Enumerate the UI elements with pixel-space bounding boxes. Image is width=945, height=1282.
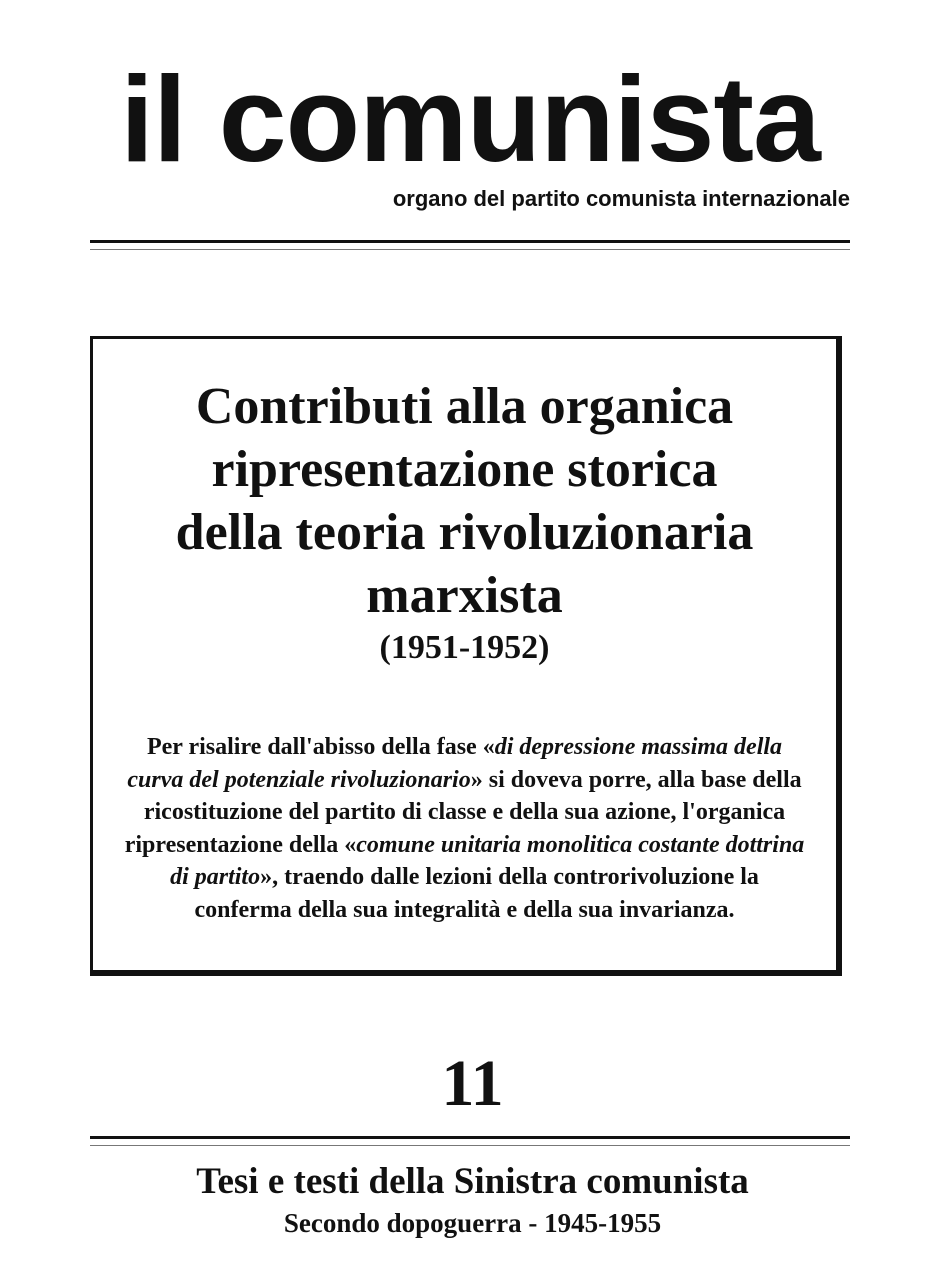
abstract — [119, 731, 810, 926]
title-box — [90, 336, 842, 976]
book-title-line: marxista — [366, 567, 563, 624]
book-title-line: Contributi alla organica — [195, 378, 734, 435]
book-title-line: ripresentazione storica — [211, 441, 718, 498]
masthead — [90, 51, 850, 211]
book-years: (1951-1952) — [379, 629, 550, 666]
abstract-quote: di depressione massima della curva del potenziale rivoluzionario — [127, 734, 783, 793]
book-title — [93, 375, 836, 627]
book-title-line: della teoria rivoluzionaria — [175, 504, 754, 561]
bottom-divider — [90, 1136, 850, 1146]
issue-number: 11 — [441, 1047, 504, 1120]
series-subtitle: Secondo dopoguerra - 1945-1955 — [283, 1208, 662, 1238]
abstract-quote: comune unitaria monolitica costante dottrina di partito — [170, 831, 805, 890]
top-divider — [90, 240, 850, 250]
abstract-text: » si doveva porre, alla base della ricostituzione del partito di classe e della sua azione, l'organica ripresentazione della « — [124, 766, 802, 858]
abstract-text: », traendo dalle lezioni della controrivoluzione la conferma della sua integralità e della sua invarianza. — [194, 864, 759, 923]
masthead-title: il comunista — [120, 51, 820, 187]
series-title: Tesi e testi della Sinistra comunista — [196, 1161, 749, 1202]
masthead-subtitle: organo del partito comunista internazionale — [392, 186, 850, 211]
abstract-text: Per risalire dall'abisso della fase « — [146, 734, 495, 760]
